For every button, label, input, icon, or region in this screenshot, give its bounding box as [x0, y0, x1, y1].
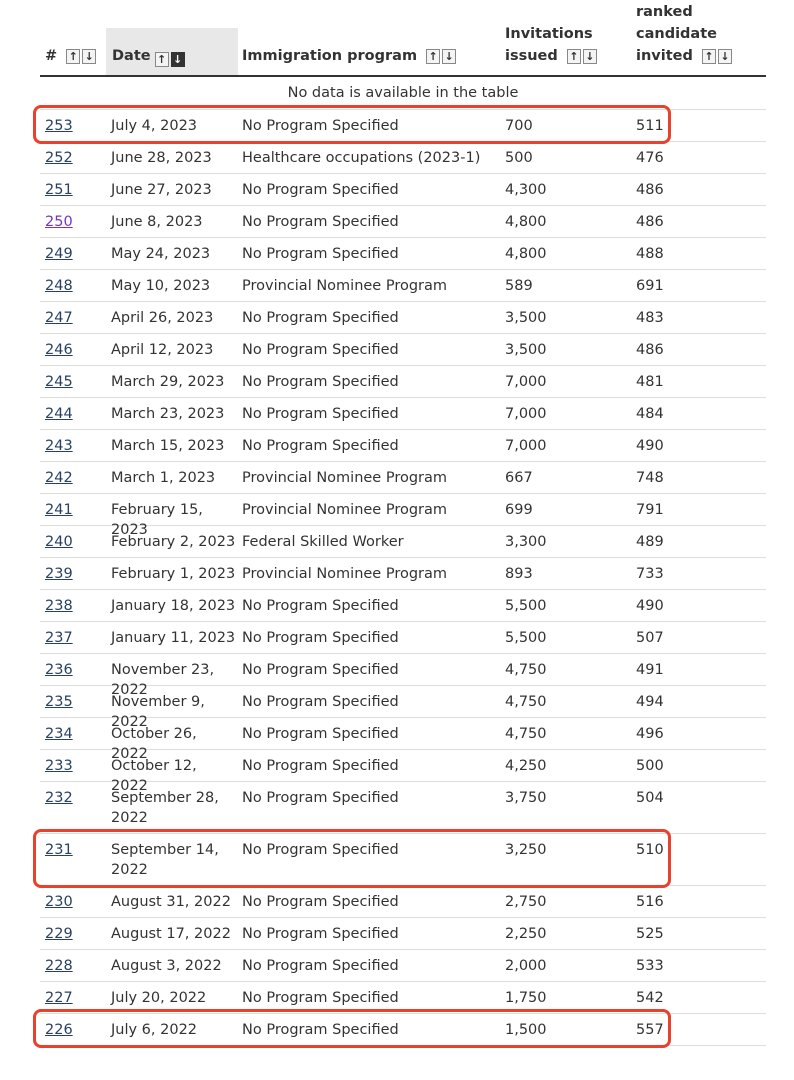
row-program: No Program Specified — [242, 990, 399, 1006]
row-program: No Program Specified — [242, 598, 399, 614]
header-invitations-line1: Invitations — [505, 26, 593, 42]
row-program: Provincial Nominee Program — [242, 566, 448, 582]
row-number-cell — [45, 276, 73, 296]
row-number-cell — [45, 500, 73, 520]
row-date: March 1, 2023 — [111, 470, 216, 486]
draw-number-link[interactable]: 244 — [45, 406, 73, 422]
row-invitations: 2,250 — [505, 926, 547, 942]
sort-controls-invitations — [567, 49, 597, 64]
table-row — [40, 918, 766, 950]
draw-number-link[interactable]: 235 — [45, 694, 73, 710]
table-row — [40, 982, 766, 1014]
draw-number-link[interactable]: 239 — [45, 566, 73, 582]
row-number-cell — [45, 564, 73, 584]
sort-asc-icon[interactable]: ↑ — [155, 52, 169, 67]
row-number-cell — [45, 340, 73, 360]
row-program: No Program Specified — [242, 438, 399, 454]
table-row — [40, 782, 766, 834]
row-invitations: 500 — [505, 150, 533, 166]
table-row — [40, 462, 766, 494]
row-program: No Program Specified — [242, 726, 399, 742]
row-invitations: 699 — [505, 502, 533, 518]
row-number-cell — [45, 468, 73, 488]
header-invitations — [505, 23, 597, 67]
row-invitations: 893 — [505, 566, 533, 582]
row-number-cell — [45, 148, 73, 168]
draw-number-link[interactable]: 243 — [45, 438, 73, 454]
row-invitations: 7,000 — [505, 374, 547, 390]
draw-number-link[interactable]: 240 — [45, 534, 73, 550]
row-date: March 23, 2023 — [111, 406, 225, 422]
sort-asc-icon[interactable]: ↑ — [66, 49, 80, 64]
table-row — [40, 430, 766, 462]
table-row — [40, 398, 766, 430]
row-crs-score: 733 — [636, 566, 664, 582]
row-crs-score: 500 — [636, 758, 664, 774]
row-invitations: 5,500 — [505, 598, 547, 614]
row-invitations: 4,750 — [505, 694, 547, 710]
row-invitations: 1,500 — [505, 1022, 547, 1038]
draw-number-link[interactable]: 251 — [45, 182, 73, 198]
sort-controls-num — [66, 49, 96, 64]
draw-number-link[interactable]: 250 — [45, 214, 73, 230]
row-crs-score: 507 — [636, 630, 664, 646]
row-invitations: 2,000 — [505, 958, 547, 974]
row-program: No Program Specified — [242, 310, 399, 326]
row-number-cell — [45, 372, 73, 392]
row-crs-score: 516 — [636, 894, 664, 910]
header-num-label: # — [45, 48, 58, 64]
row-program: Provincial Nominee Program — [242, 470, 448, 486]
row-crs-score: 476 — [636, 150, 664, 166]
row-crs-score: 542 — [636, 990, 664, 1006]
row-crs-score: 510 — [636, 842, 664, 858]
row-number-cell — [45, 436, 73, 456]
row-number-cell — [45, 924, 73, 944]
table-row — [40, 526, 766, 558]
header-crs-line1: ranked candidate — [636, 4, 717, 42]
row-crs-score: 511 — [636, 118, 664, 134]
row-date: July 6, 2022 — [111, 1022, 198, 1038]
row-date: November 23, 2022 — [111, 662, 215, 698]
row-date: August 3, 2022 — [111, 958, 222, 974]
sort-desc-icon[interactable]: ↓ — [583, 49, 597, 64]
row-program: No Program Specified — [242, 214, 399, 230]
draw-number-link[interactable]: 226 — [45, 1022, 73, 1038]
row-invitations: 2,750 — [505, 894, 547, 910]
sort-desc-icon[interactable]: ↓ — [718, 49, 732, 64]
sort-desc-icon[interactable]: ↓ — [82, 49, 96, 64]
row-date: April 12, 2023 — [111, 342, 214, 358]
row-invitations: 1,750 — [505, 990, 547, 1006]
row-date: September 28, 2022 — [111, 790, 219, 826]
row-number-cell — [45, 892, 73, 912]
draw-number-link[interactable]: 228 — [45, 958, 73, 974]
row-crs-score: 533 — [636, 958, 664, 974]
table-row — [40, 886, 766, 918]
row-program: Federal Skilled Worker — [242, 534, 404, 550]
table-row — [40, 174, 766, 206]
row-number-cell — [45, 116, 73, 136]
draw-number-link[interactable]: 233 — [45, 758, 73, 774]
row-program: No Program Specified — [242, 894, 399, 910]
row-date: July 4, 2023 — [111, 118, 198, 134]
draw-number-link[interactable]: 232 — [45, 790, 73, 806]
row-crs-score: 491 — [636, 662, 664, 678]
table-row — [40, 558, 766, 590]
row-crs-score: 557 — [636, 1022, 664, 1038]
row-program: No Program Specified — [242, 406, 399, 422]
table-row — [40, 750, 766, 794]
row-invitations: 3,750 — [505, 790, 547, 806]
table-row — [40, 654, 766, 698]
header-crs-line2: invited — [636, 48, 693, 64]
row-program: No Program Specified — [242, 1022, 399, 1038]
table-row — [40, 302, 766, 334]
row-crs-score: 488 — [636, 246, 664, 262]
row-invitations: 3,500 — [505, 342, 547, 358]
table-body — [40, 110, 766, 1046]
sort-desc-icon[interactable]: ↓ — [442, 49, 456, 64]
draws-table — [40, 0, 766, 1046]
row-date: January 18, 2023 — [111, 598, 236, 614]
header-program — [242, 45, 456, 67]
row-program: No Program Specified — [242, 790, 399, 806]
row-invitations: 3,300 — [505, 534, 547, 550]
row-number-cell — [45, 212, 73, 232]
sort-asc-icon[interactable]: ↑ — [426, 49, 440, 64]
row-invitations: 667 — [505, 470, 533, 486]
row-number-cell — [45, 244, 73, 264]
row-date: June 28, 2023 — [111, 150, 212, 166]
row-crs-score: 481 — [636, 374, 664, 390]
row-number-cell — [45, 596, 73, 616]
row-date: January 11, 2023 — [111, 630, 236, 646]
row-program: No Program Specified — [242, 630, 399, 646]
row-program: No Program Specified — [242, 662, 399, 678]
row-crs-score: 486 — [636, 342, 664, 358]
table-row — [40, 834, 766, 886]
row-invitations: 589 — [505, 278, 533, 294]
table-row — [40, 334, 766, 366]
row-invitations: 4,800 — [505, 246, 547, 262]
row-crs-score: 791 — [636, 502, 664, 518]
row-date: May 24, 2023 — [111, 246, 211, 262]
row-number-cell — [45, 788, 73, 808]
table-row — [40, 686, 766, 730]
row-crs-score: 748 — [636, 470, 664, 486]
row-invitations: 4,250 — [505, 758, 547, 774]
row-invitations: 5,500 — [505, 630, 547, 646]
row-number-cell — [45, 532, 73, 552]
row-program: No Program Specified — [242, 182, 399, 198]
row-invitations: 3,500 — [505, 310, 547, 326]
header-date-label: Date — [112, 48, 151, 64]
row-number-cell — [45, 180, 73, 200]
row-number-cell — [45, 840, 73, 860]
draw-number-link[interactable]: 229 — [45, 926, 73, 942]
row-date: October 12, 2022 — [111, 758, 197, 794]
draw-number-link[interactable]: 252 — [45, 150, 73, 166]
header-program-label: Immigration program — [242, 48, 418, 64]
draw-number-link[interactable]: 227 — [45, 990, 73, 1006]
row-program: No Program Specified — [242, 926, 399, 942]
table-row — [40, 718, 766, 762]
row-date: June 8, 2023 — [111, 214, 203, 230]
table-header — [40, 0, 766, 77]
row-program: No Program Specified — [242, 842, 399, 858]
sort-asc-icon[interactable]: ↑ — [702, 49, 716, 64]
draw-number-link[interactable]: 248 — [45, 278, 73, 294]
row-crs-score: 691 — [636, 278, 664, 294]
draw-number-link[interactable]: 246 — [45, 342, 73, 358]
row-program: Healthcare occupations (2023-1) — [242, 150, 481, 166]
row-date: August 17, 2022 — [111, 926, 231, 942]
draw-number-link[interactable]: 242 — [45, 470, 73, 486]
sort-desc-active-icon[interactable]: ↓ — [171, 52, 185, 67]
table-row — [40, 142, 766, 174]
row-date: July 20, 2022 — [111, 990, 207, 1006]
table-row — [40, 270, 766, 302]
table-row — [40, 366, 766, 398]
row-date: February 2, 2023 — [111, 534, 236, 550]
row-date: April 26, 2023 — [111, 310, 214, 326]
row-date: February 15, 2023 — [111, 502, 203, 538]
header-crs — [636, 1, 766, 67]
table-row — [40, 206, 766, 238]
row-number-cell — [45, 404, 73, 424]
row-program: No Program Specified — [242, 342, 399, 358]
no-data-message: No data is available in the table — [40, 77, 766, 110]
row-crs-score: 490 — [636, 438, 664, 454]
row-date: March 29, 2023 — [111, 374, 225, 390]
row-crs-score: 496 — [636, 726, 664, 742]
sort-controls-crs — [702, 49, 732, 64]
header-invitations-line2-wrap — [505, 45, 597, 67]
row-date: November 9, 2022 — [111, 694, 205, 730]
row-date: June 27, 2023 — [111, 182, 212, 198]
row-program: No Program Specified — [242, 694, 399, 710]
draw-number-link[interactable]: 245 — [45, 374, 73, 390]
table-row — [40, 110, 766, 142]
sort-controls-date — [155, 52, 185, 67]
header-date — [106, 28, 238, 75]
row-date: August 31, 2022 — [111, 894, 231, 910]
draw-number-link[interactable]: 253 — [45, 118, 73, 134]
row-number-cell — [45, 660, 73, 680]
row-number-cell — [45, 756, 73, 776]
row-crs-score: 483 — [636, 310, 664, 326]
row-invitations: 4,750 — [505, 662, 547, 678]
row-crs-score: 490 — [636, 598, 664, 614]
row-crs-score: 494 — [636, 694, 664, 710]
row-crs-score: 489 — [636, 534, 664, 550]
row-program: No Program Specified — [242, 246, 399, 262]
draw-number-link[interactable]: 231 — [45, 842, 73, 858]
header-crs-line2-wrap — [636, 45, 766, 67]
sort-controls-program — [426, 49, 456, 64]
table-row — [40, 622, 766, 654]
row-date: October 26, 2022 — [111, 726, 197, 762]
row-invitations: 700 — [505, 118, 533, 134]
draw-number-link[interactable]: 230 — [45, 894, 73, 910]
row-program: No Program Specified — [242, 118, 399, 134]
row-crs-score: 525 — [636, 926, 664, 942]
header-invitations-line2: issued — [505, 48, 558, 64]
draw-number-link[interactable]: 234 — [45, 726, 73, 742]
row-program: Provincial Nominee Program — [242, 278, 448, 294]
row-number-cell — [45, 956, 73, 976]
row-crs-score: 486 — [636, 214, 664, 230]
row-date: February 1, 2023 — [111, 566, 236, 582]
row-invitations: 3,250 — [505, 842, 547, 858]
row-crs-score: 486 — [636, 182, 664, 198]
row-crs-score: 484 — [636, 406, 664, 422]
header-num — [45, 45, 96, 67]
draw-number-link[interactable]: 236 — [45, 662, 73, 678]
table-row — [40, 590, 766, 622]
row-program: No Program Specified — [242, 758, 399, 774]
row-program: No Program Specified — [242, 374, 399, 390]
draw-number-link[interactable]: 241 — [45, 502, 73, 518]
row-number-cell — [45, 308, 73, 328]
draw-number-link[interactable]: 247 — [45, 310, 73, 326]
draw-number-link[interactable]: 237 — [45, 630, 73, 646]
table-row — [40, 494, 766, 538]
row-invitations: 4,800 — [505, 214, 547, 230]
sort-asc-icon[interactable]: ↑ — [567, 49, 581, 64]
row-invitations: 4,750 — [505, 726, 547, 742]
row-date: September 14, 2022 — [111, 842, 219, 878]
row-crs-score: 504 — [636, 790, 664, 806]
row-date: March 15, 2023 — [111, 438, 225, 454]
row-number-cell — [45, 692, 73, 712]
table-row — [40, 1014, 766, 1046]
row-program: Provincial Nominee Program — [242, 502, 448, 518]
draw-number-link[interactable]: 238 — [45, 598, 73, 614]
row-number-cell — [45, 628, 73, 648]
row-invitations: 7,000 — [505, 438, 547, 454]
row-number-cell — [45, 1020, 73, 1040]
table-row — [40, 950, 766, 982]
row-number-cell — [45, 988, 73, 1008]
row-program: No Program Specified — [242, 958, 399, 974]
draw-number-link[interactable]: 249 — [45, 246, 73, 262]
row-invitations: 7,000 — [505, 406, 547, 422]
row-number-cell — [45, 724, 73, 744]
row-date: May 10, 2023 — [111, 278, 211, 294]
table-row — [40, 238, 766, 270]
row-invitations: 4,300 — [505, 182, 547, 198]
